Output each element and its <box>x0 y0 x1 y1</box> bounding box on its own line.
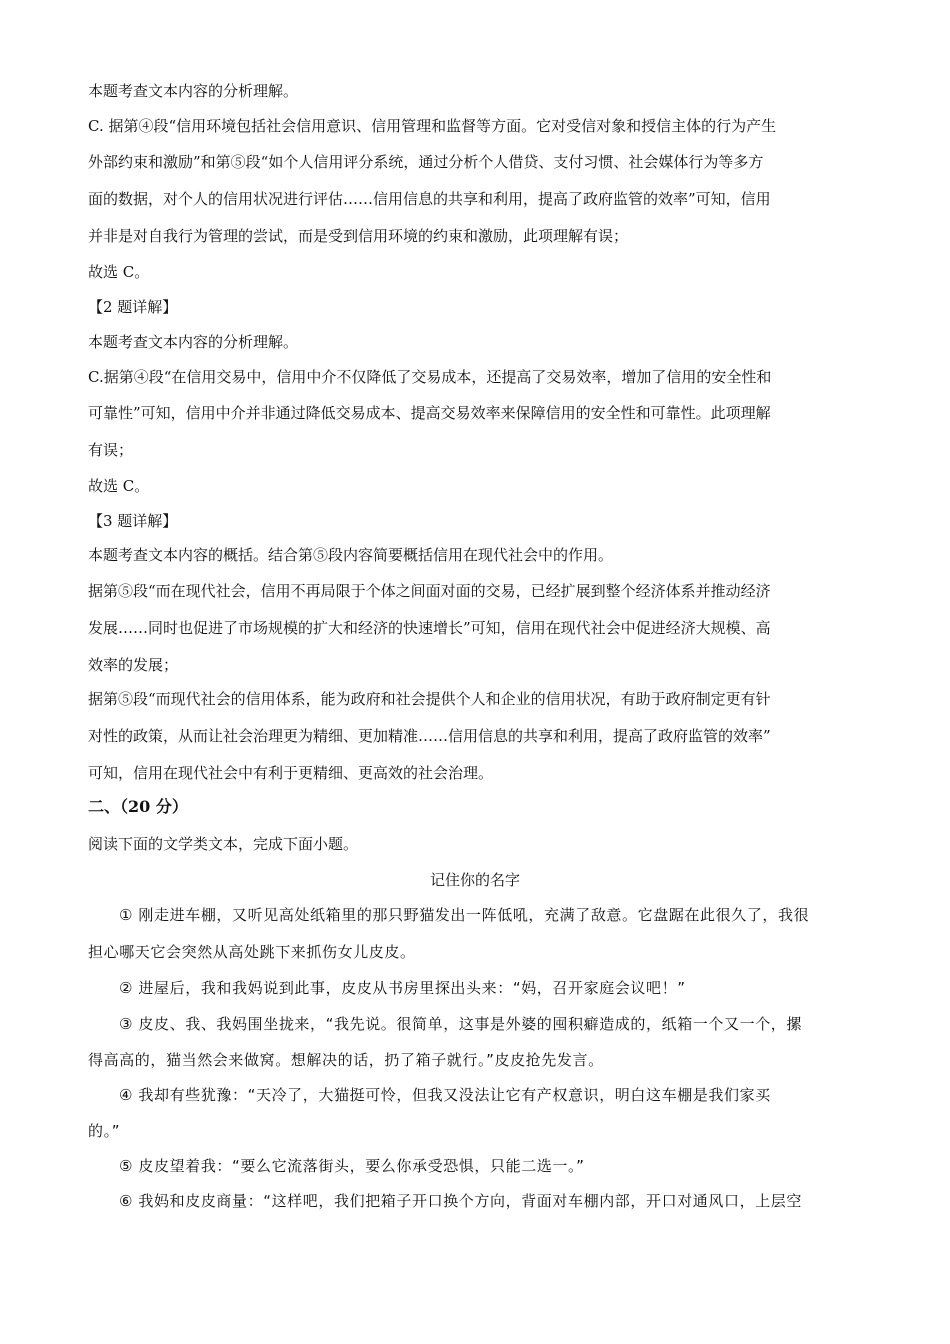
story-title: 记住你的名字 <box>429 871 520 889</box>
text-line: 本题考查文本内容的分析理解。 <box>88 333 299 351</box>
text-line: 可靠性”可知，信用中介并非通过降低交易成本、提高交易效率来保障信用的安全性和可靠性。此项理解 <box>88 404 771 422</box>
subsection-heading: 【2 题详解】 <box>88 298 178 316</box>
story-line: ③ 皮皮、我、我妈围坐拢来，“我先说。很简单，这事是外婆的囤积癖造成的，纸箱一个又一个，摞 <box>119 1015 802 1033</box>
story-line: 的。” <box>88 1122 121 1140</box>
text-line: 可知，信用在现代社会中有利于更精细、更高效的社会治理。 <box>88 764 494 782</box>
subsection-heading: 【3 题详解】 <box>88 512 178 530</box>
text-line: 故选 C。 <box>88 477 150 495</box>
section-heading: 二、（20 分） <box>88 797 188 816</box>
story-line: ① 刚走进车棚，又听见高处纸箱里的那只野猫发出一阵低吼，充满了敌意。它盘踞在此很久了，我很 <box>119 906 810 924</box>
story-line: ④ 我却有些犹豫：“天冷了，大猫挺可怜，但我又没法让它有产权意识，明白这车棚是我们家买 <box>119 1086 771 1104</box>
text-line: 据第⑤段“而现代社会的信用体系，能为政府和社会提供个人和企业的信用状况，有助于政府制定更有针 <box>88 690 771 708</box>
text-line: 对性的政策，从而让社会治理更为精细、更加精准……信用信息的共享和利用，提高了政府监管的效率” <box>88 727 771 745</box>
text-line: 外部约束和激励”和第⑤段“如个人信用评分系统，通过分析个人借贷、支付习惯、社会媒体行为等多方 <box>88 153 764 171</box>
text-line: 并非是对自我行为管理的尝试，而是受到信用环境的约束和激励，此项理解有误； <box>88 227 629 245</box>
text-line: 有误； <box>88 441 134 459</box>
instruction-text: 阅读下面的文学类文本，完成下面小题。 <box>88 835 359 853</box>
story-line: ⑥ 我妈和皮皮商量：“这样吧，我们把箱子开口换个方向，背面对车棚内部，开口对通风口，上层空 <box>119 1192 802 1210</box>
text-line: C.据第④段“在信用交易中，信用中介不仅降低了交易成本，还提高了交易效率，增加了信用的安全性和 <box>88 368 772 386</box>
text-line: 本题考查文本内容的分析理解。 <box>88 82 299 100</box>
text-line: 本题考查文本内容的概括。结合第⑤段内容简要概括信用在现代社会中的作用。 <box>88 546 614 564</box>
story-line: 担心哪天它会突然从高处跳下来抓伤女儿皮皮。 <box>88 943 416 961</box>
story-line: 得高高的，猫当然会来做窝。想解决的话，扔了箱子就行。”皮皮抢先发言。 <box>88 1051 604 1069</box>
text-line: 据第⑤段“而在现代社会，信用不再局限于个体之间面对面的交易，已经扩展到整个经济体系并推动经济 <box>88 582 771 600</box>
text-line: 面的数据，对个人的信用状况进行评估……信用信息的共享和利用，提高了政府监管的效率”可知，信用 <box>88 190 771 208</box>
text-line: 发展……同时也促进了市场规模的扩大和经济的快速增长”可知，信用在现代社会中促进经济大规模、高 <box>88 619 771 637</box>
story-line: ⑤ 皮皮望着我：“要么它流落街头，要么你承受恐惧，只能二选一。” <box>119 1157 585 1175</box>
story-line: ② 进屋后，我和我妈说到此事，皮皮从书房里探出头来：“妈，召开家庭会议吧！” <box>119 979 686 997</box>
text-line: 故选 C。 <box>88 263 150 281</box>
text-line: 效率的发展； <box>88 656 179 674</box>
text-line: C. 据第④段“信用环境包括社会信用意识、信用管理和监督等方面。它对受信对象和授信主体的行为产生 <box>88 117 777 135</box>
